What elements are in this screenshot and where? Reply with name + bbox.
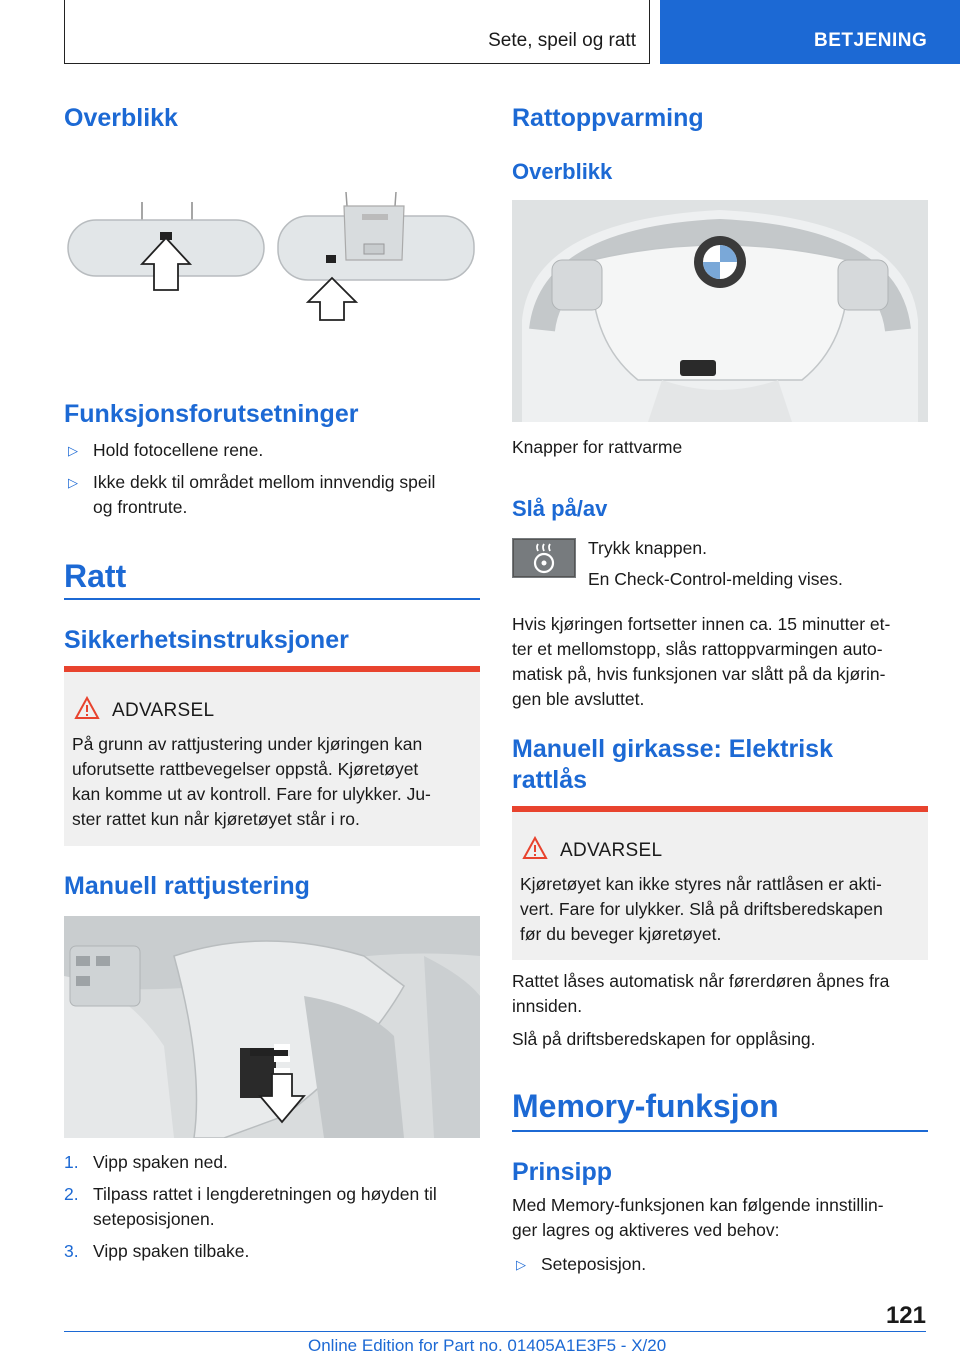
warning-text: uforutsette rattbevegelser oppstå. Kjøretøyet bbox=[72, 759, 419, 779]
warning-box bbox=[64, 666, 480, 846]
instruction-line: En Check-Control-melding vises. bbox=[588, 569, 843, 589]
page-number: 121 bbox=[885, 1302, 926, 1329]
warning-text: På grunn av rattjustering under kjøringen kan bbox=[72, 734, 423, 754]
header-chapter-tab bbox=[660, 0, 960, 64]
warning-text: før du beveger kjøretøyet. bbox=[520, 924, 722, 944]
onoff-heading: Slå på/av bbox=[512, 496, 608, 521]
warning-text: vert. Fare for ulykker. Slå på driftsberedskapen bbox=[520, 899, 883, 919]
body-text: matisk på, hvis funksjonen var slått på da kjørin- bbox=[512, 664, 886, 684]
warning-text: ster rattet kun når kjøretøyet står i ro. bbox=[72, 809, 360, 829]
warning-box bbox=[512, 806, 928, 960]
body-text: Hvis kjøringen fortsetter innen ca. 15 minutter et- bbox=[512, 614, 891, 634]
ratt-heading: Ratt bbox=[64, 558, 127, 594]
body-text: Slå på driftsberedskapen for opplåsing. bbox=[512, 1029, 816, 1049]
heading-rule bbox=[512, 1130, 928, 1132]
steering-wheel-figure bbox=[512, 200, 928, 422]
footer-edition: Online Edition for Part no. 01405A1E3F5 - X/20 bbox=[308, 1336, 667, 1355]
warning-triangle-icon bbox=[522, 836, 548, 860]
warning-title: ADVARSEL bbox=[560, 840, 663, 861]
lock-heading-line1: Manuell girkasse: Elektrisk bbox=[512, 735, 833, 763]
memory-heading: Memory-funksjon bbox=[512, 1088, 779, 1124]
sensor-marker-rear bbox=[326, 255, 336, 263]
warning-triangle-icon bbox=[74, 696, 100, 720]
lock-heading-line2: rattlås bbox=[512, 766, 588, 794]
body-text: ter et mellomstopp, slås rattoppvarmingen auto- bbox=[512, 639, 883, 659]
body-text: Rattet låses automatisk når førerdøren åpnes fra bbox=[512, 971, 890, 991]
header-section-title: Sete, speil og ratt bbox=[488, 30, 636, 51]
overview-subheading: Overblikk bbox=[512, 159, 613, 184]
bullet-triangle-icon: ▷ bbox=[68, 475, 78, 490]
warning-text: Kjøretøyet kan ikke styres når rattlåsen er akti- bbox=[520, 874, 882, 894]
principle-heading: Prinsipp bbox=[512, 1158, 613, 1186]
warning-title: ADVARSEL bbox=[112, 700, 215, 721]
manual-adjust-heading: Manuell rattjustering bbox=[64, 872, 310, 900]
instruction-line: Trykk knappen. bbox=[588, 538, 707, 558]
footer-rule bbox=[64, 1331, 926, 1332]
bullet-triangle-icon: ▷ bbox=[516, 1257, 526, 1272]
warning-text: kan komme ut av kontroll. Fare for ulykker. Ju- bbox=[72, 784, 431, 804]
body-text: ger lagres og aktiveres ved behov: bbox=[512, 1220, 780, 1240]
body-text: Med Memory-funksjonen kan følgende innstillin- bbox=[512, 1195, 884, 1215]
steering-column-lever-figure bbox=[64, 916, 480, 1138]
overview-heading: Overblikk bbox=[64, 104, 178, 132]
safety-heading: Sikkerhetsinstruksjoner bbox=[64, 626, 349, 654]
requirements-heading: Funksjonsforutsetninger bbox=[64, 400, 359, 428]
bullet-triangle-icon: ▷ bbox=[68, 443, 78, 458]
heating-button-marker bbox=[680, 360, 716, 376]
arrow-up-icon bbox=[308, 278, 356, 320]
body-text: innsiden. bbox=[512, 996, 583, 1016]
heating-heading: Rattoppvarming bbox=[512, 104, 704, 132]
mirror-sensor-figure bbox=[64, 180, 480, 330]
header-chapter-label: BETJENING bbox=[814, 30, 928, 51]
heading-rule bbox=[64, 598, 480, 600]
body-text: gen ble avsluttet. bbox=[512, 689, 645, 709]
heated-steering-wheel-button-icon bbox=[512, 538, 576, 578]
figure-caption: Knapper for rattvarme bbox=[512, 437, 683, 457]
